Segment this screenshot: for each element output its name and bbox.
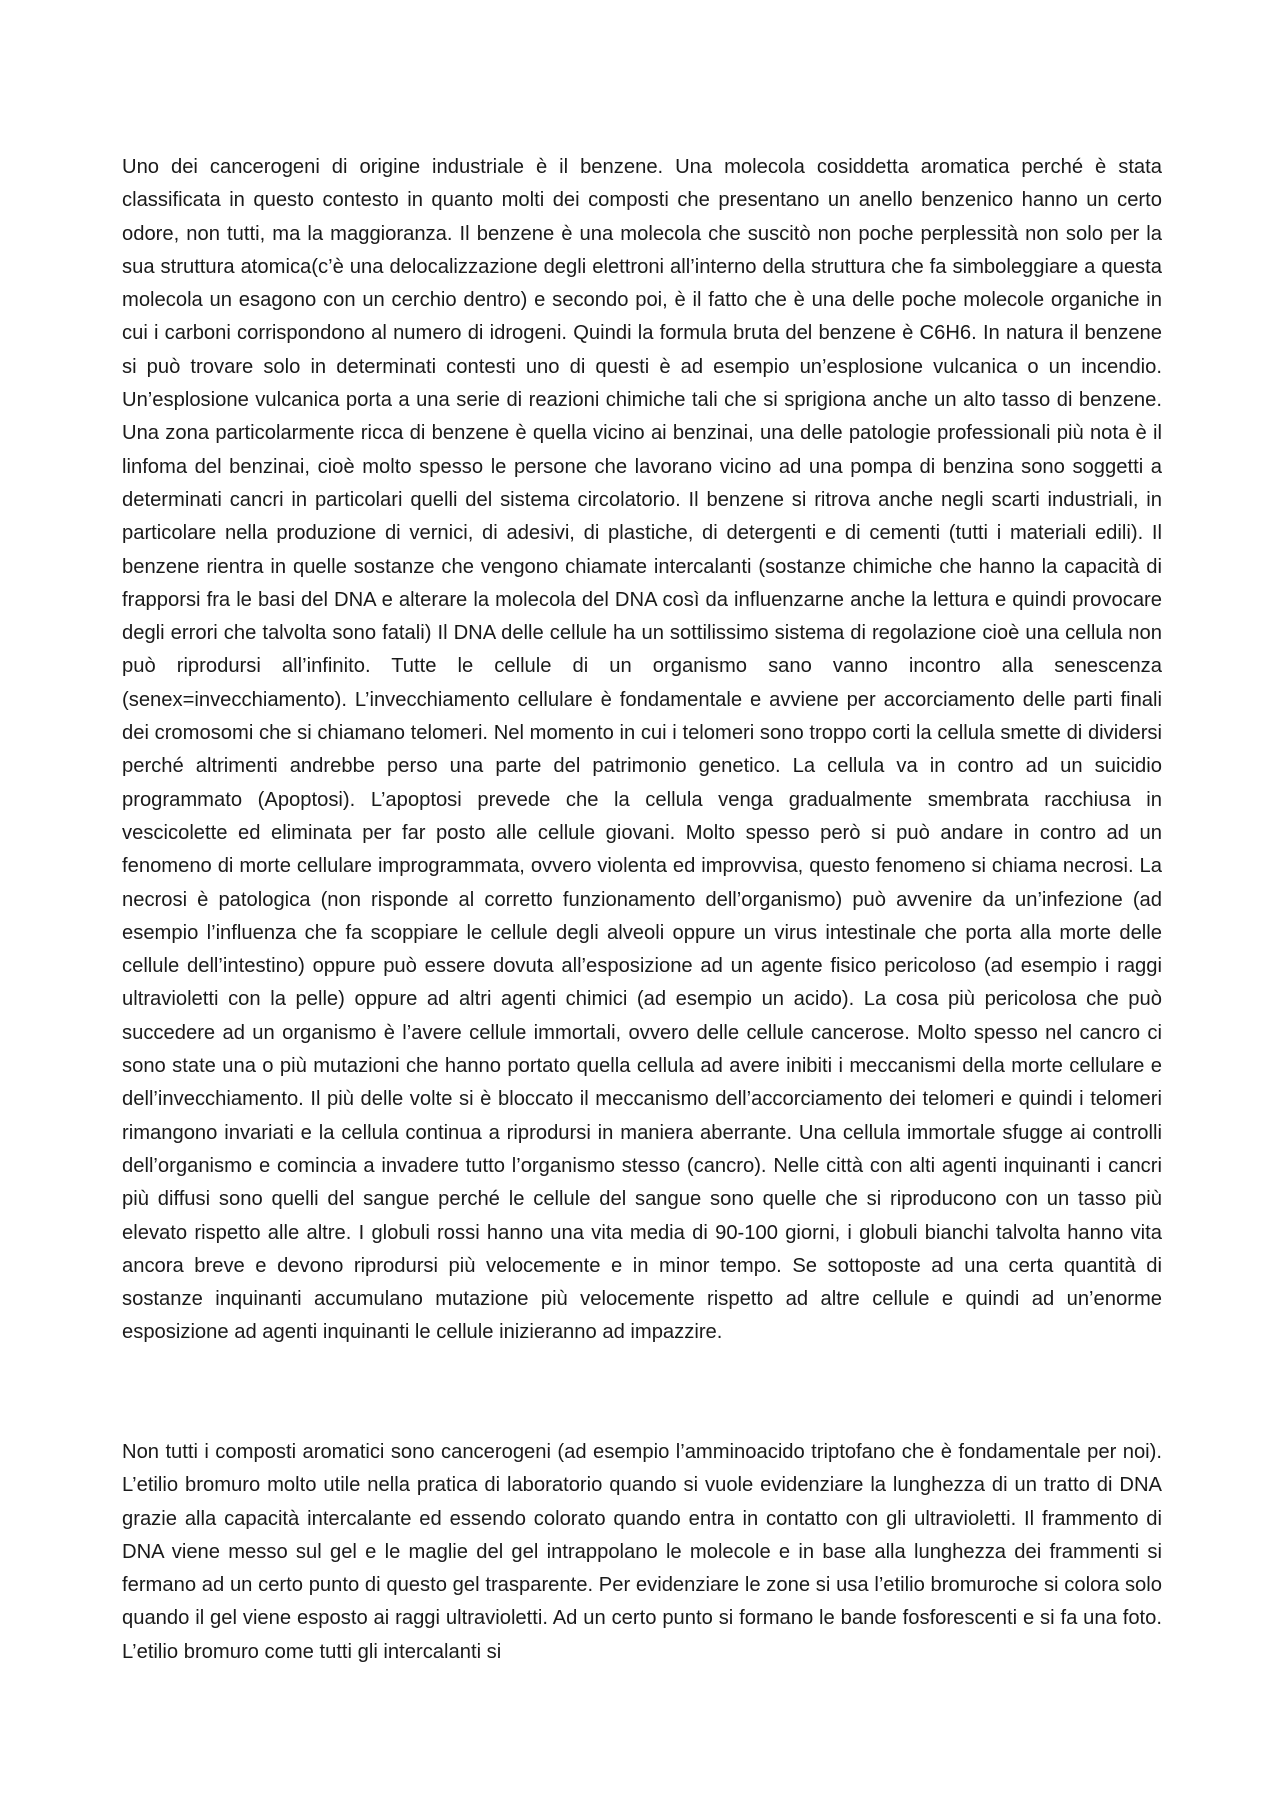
- body-paragraph-benzene: Uno dei cancerogeni di origine industriale è il benzene. Una molecola cosiddetta aromatica perché è stata classificata in questo contesto in quanto molti dei composti che presentano un anello benzenico hanno un certo odore, non tutti, ma la maggioranza. Il benzene è una molecola che suscitò non poche perplessità non solo per la sua struttura atomica(c’è una delocalizzazione degli elettroni all’interno della struttura che fa simboleggiare a questa molecola un esagono con un cerchio dentro) e secondo poi, è il fatto che è una delle poche molecole organiche in cui i carboni corrispondono al numero di idrogeni. Quindi la formula bruta del benzene è C6H6. In natura il benzene si può trovare solo in determinati contesti uno di questi è ad esempio un’esplosione vulcanica o un incendio. Un’esplosione vulcanica porta a una serie di reazioni chimiche tali che si sprigiona anche un alto tasso di benzene. Una zona particolarmente ricca di benzene è quella vicino ai benzinai, una delle patologie professionali più nota è il linfoma del benzinai, cioè molto spesso le persone che lavorano vicino ad una pompa di benzina sono soggetti a determinati cancri in particolari quelli del sistema circolatorio. Il benzene si ritrova anche negli scarti industriali, in particolare nella produzione di vernici, di adesivi, di plastiche, di detergenti e di cementi (tutti i materiali edili). Il benzene rientra in quelle sostanze che vengono chiamate intercalanti (sostanze chimiche che hanno la capacità di frapporsi fra le basi del DNA e alterare la molecola del DNA così da influenzarne anche la lettura e quindi provocare degli errori che talvolta sono fatali) Il DNA delle cellule ha un sottilissimo sistema di regolazione cioè una cellula non può riprodursi all’infinito. Tutte le cellule di un organismo sano vanno incontro alla senescenza (senex=invecchiamento). L’invecchiamento cellulare è fondamentale e avviene per accorciamento delle parti finali dei cromosomi che si chiamano telomeri. Nel momento in cui i telomeri sono troppo corti la cellula smette di dividersi perché altrimenti andrebbe perso una parte del patrimonio genetico. La cellula va in contro ad un suicidio programmato (Apoptosi). L’apoptosi prevede che la cellula venga gradualmente smembrata racchiusa in vescicolette ed eliminata per far posto alle cellule giovani. Molto spesso però si può andare in contro ad un fenomeno di morte cellulare improgrammata, ovvero violenta ed improvvisa, questo fenomeno si chiama necrosi. La necrosi è patologica (non risponde al corretto funzionamento dell’organismo) può avvenire da un’infezione (ad esempio l’influenza che fa scoppiare le cellule degli alveoli oppure un virus intestinale che porta alla morte delle cellule dell’intestino) oppure può essere dovuta all’esposizione ad un agente fisico pericoloso (ad esempio i raggi ultravioletti con la pelle) oppure ad altri agenti chimici (ad esempio un acido). La cosa più pericolosa che può succedere ad un organismo è l’avere cellule immortali, ovvero delle cellule cancerose. Molto spesso nel cancro ci sono state una o più mutazioni che hanno portato quella cellula ad avere inibiti i meccanismi della morte cellulare e dell’invecchiamento. Il più delle volte si è bloccato il meccanismo dell’accorciamento dei telomeri e quindi i telomeri rimangono invariati e la cellula continua a riprodursi in maniera aberrante. Una cellula immortale sfugge ai controlli dell’organismo e comincia a invadere tutto l’organismo stesso (cancro). Nelle città con alti agenti inquinanti i cancri più diffusi sono quelli del sangue perché le cellule del sangue sono quelle che si riproducono con un tasso più elevato rispetto alle altre. I globuli rossi hanno una vita media di 90-100 giorni, i globuli bianchi talvolta hanno vita ancora breve e devono riprodursi più velocemente e in minor tempo. Se sottoposte ad una certa quantità di sostanze inquinanti accumulano mutazione più velocemente rispetto ad altre cellule e quindi ad un’enorme esposizione ad agenti inquinanti le cellule inizieranno ad impazzire.: [122, 156, 1162, 1344]
- body-paragraph-aromatic-compounds: Non tutti i composti aromatici sono cancerogeni (ad esempio l’amminoacido triptofano che è fondamentale per noi). L’etilio bromuro molto utile nella pratica di laboratorio quando si vuole evidenziare la lunghezza di un tratto di DNA grazie alla capacità intercalante ed essendo colorato quando entra in contatto con gli ultravioletti. Il frammento di DNA viene messo sul gel e le maglie del gel intrappolano le molecole e in base alla lunghezza dei frammenti si fermano ad un certo punto di questo gel trasparente. Per evidenziare le zone si usa l’etilio bromuroche si colora solo quando il gel viene esposto ai raggi ultravioletti. Ad un certo punto si formano le bande fosforescenti e si fa una foto. L’etilio bromuro come tutti gli intercalanti si: [122, 1441, 1162, 1663]
